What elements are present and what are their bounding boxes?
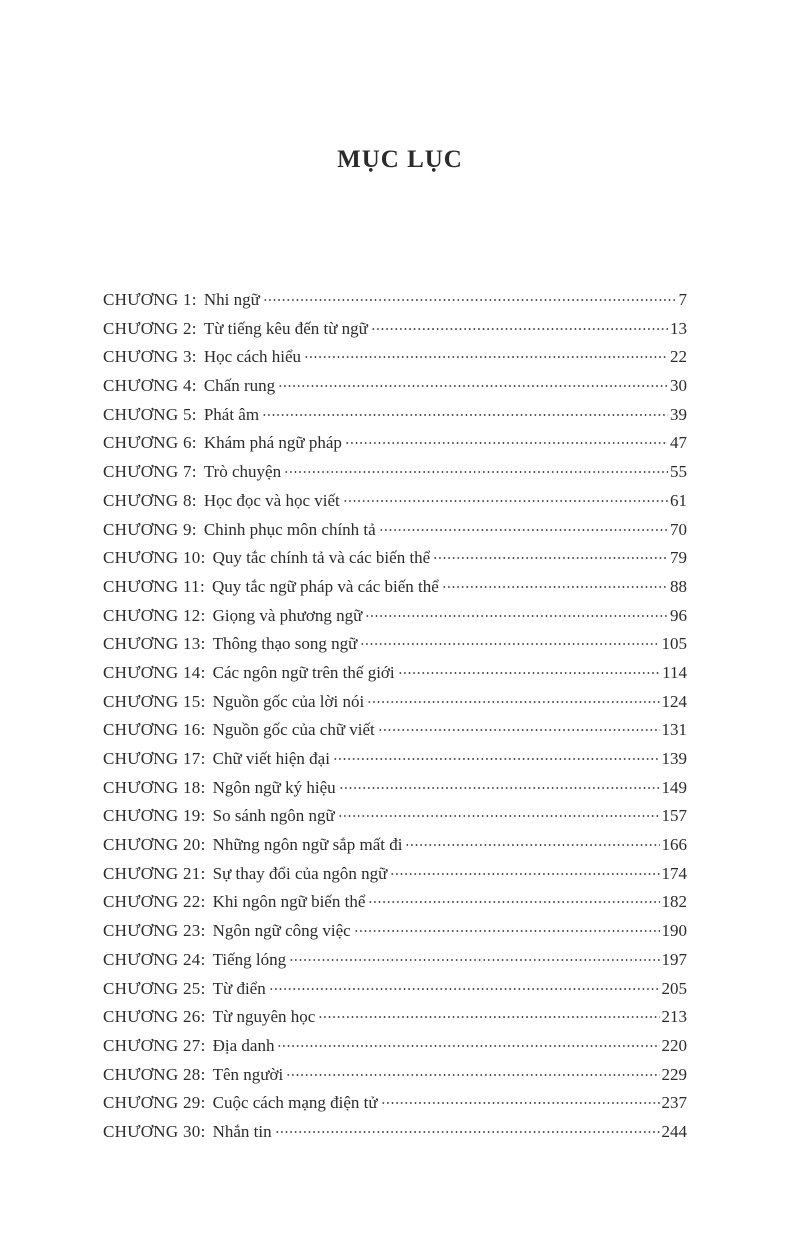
- toc-page-number: 22: [670, 347, 687, 367]
- toc-entry: [103, 802, 687, 831]
- toc-chapter-label: CHƯƠNG 9:: [103, 519, 197, 539]
- toc-chapter-title: Khám phá ngữ pháp: [203, 433, 342, 453]
- toc-dot-leader: [371, 328, 668, 330]
- toc-chapter-title: Học cách hiểu: [203, 347, 302, 367]
- toc-dot-leader: [262, 414, 668, 416]
- toc-page-number: 70: [670, 519, 687, 539]
- toc-chapter-label: CHƯƠNG 25:: [103, 978, 206, 998]
- toc-entry: [103, 544, 687, 573]
- toc-entry: [103, 946, 687, 975]
- toc-chapter-label: CHƯƠNG 10:: [103, 548, 206, 568]
- toc-entry: [103, 1032, 687, 1061]
- toc-chapter-title: Cuộc cách mạng điện tử: [212, 1093, 378, 1113]
- page-title: MỤC LỤC: [337, 146, 463, 173]
- toc-chapter-label: CHƯƠNG 3:: [103, 347, 197, 367]
- toc-page-number: 47: [670, 433, 687, 453]
- toc-page-number: 124: [661, 691, 687, 711]
- toc-page-number: 13: [670, 318, 687, 338]
- toc-chapter-title: Từ tiếng kêu đến từ ngữ: [203, 318, 368, 338]
- toc-chapter-title: Nhắn tin: [212, 1121, 272, 1141]
- toc-chapter-label: CHƯƠNG 29:: [103, 1093, 206, 1113]
- toc-chapter-title: Nhi ngữ: [203, 290, 260, 309]
- toc-entry: [103, 1003, 687, 1032]
- toc-entry: [103, 860, 687, 889]
- toc-page-number: 39: [670, 404, 687, 424]
- toc-list: [103, 286, 687, 1147]
- toc-dot-leader: [367, 701, 659, 703]
- toc-dot-leader: [390, 873, 659, 875]
- toc-page-number: 105: [661, 634, 687, 654]
- toc-dot-leader: [339, 787, 660, 789]
- toc-page-number: 157: [661, 806, 687, 826]
- toc-page-number: 149: [661, 777, 687, 797]
- toc-chapter-label: CHƯƠNG 8:: [103, 490, 197, 510]
- toc-chapter-label: CHƯƠNG 11:: [103, 576, 205, 596]
- toc-entry: [103, 286, 687, 315]
- toc-chapter-label: CHƯƠNG 23:: [103, 921, 206, 941]
- toc-chapter-title: Chinh phục môn chính tả: [203, 519, 376, 539]
- toc-page-number: 166: [661, 835, 687, 855]
- toc-chapter-label: CHƯƠNG 20:: [103, 835, 206, 855]
- toc-chapter-title: Tiếng lóng: [212, 949, 287, 969]
- toc-chapter-label: CHƯƠNG 4:: [103, 376, 197, 396]
- toc-entry: [103, 372, 687, 401]
- toc-chapter-label: CHƯƠNG 12:: [103, 605, 206, 625]
- toc-chapter-label: CHƯƠNG 14:: [103, 662, 206, 682]
- toc-entry: [103, 917, 687, 946]
- toc-dot-leader: [405, 844, 659, 846]
- toc-page-number: 114: [662, 662, 687, 682]
- toc-chapter-label: CHƯƠNG 13:: [103, 634, 206, 654]
- toc-chapter-title: Trò chuyện: [203, 462, 282, 482]
- toc-chapter-title: Chấn rung: [203, 376, 276, 396]
- toc-page-number: 229: [661, 1064, 687, 1084]
- toc-dot-leader: [286, 1074, 659, 1076]
- toc-chapter-title: Sự thay đổi của ngôn ngữ: [212, 863, 388, 883]
- toc-chapter-title: Thông thạo song ngữ: [212, 634, 358, 654]
- toc-chapter-label: CHƯƠNG 18:: [103, 777, 206, 797]
- toc-chapter-title: Ngôn ngữ ký hiệu: [212, 777, 336, 797]
- toc-dot-leader: [345, 442, 668, 444]
- toc-entry: [103, 1089, 687, 1118]
- toc-chapter-title: Nguồn gốc của lời nói: [212, 691, 365, 711]
- toc-dot-leader: [289, 959, 659, 961]
- toc-page-number: 96: [670, 605, 687, 625]
- toc-entry: [103, 429, 687, 458]
- toc-chapter-title: Tên người: [212, 1064, 284, 1084]
- toc-entry: [103, 975, 687, 1004]
- toc-chapter-title: So sánh ngôn ngữ: [212, 806, 335, 826]
- toc-page-number: 197: [661, 949, 687, 969]
- toc-dot-leader: [360, 643, 659, 645]
- toc-dot-leader: [318, 1016, 659, 1018]
- toc-entry: [103, 1118, 687, 1147]
- toc-entry: [103, 745, 687, 774]
- toc-page-number: 205: [661, 978, 687, 998]
- toc-dot-leader: [338, 815, 660, 817]
- toc-chapter-title: Từ điển: [212, 978, 266, 998]
- toc-dot-leader: [343, 500, 668, 502]
- toc-entry: [103, 487, 687, 516]
- toc-entry: [103, 315, 687, 344]
- toc-chapter-title: Từ nguyên học: [212, 1007, 316, 1027]
- toc-entry: [103, 343, 687, 372]
- toc-page-number: 131: [661, 720, 687, 740]
- toc-chapter-title: Nguồn gốc của chữ viết: [212, 720, 375, 740]
- toc-chapter-label: CHƯƠNG 7:: [103, 462, 197, 482]
- toc-chapter-title: Học đọc và học viết: [203, 490, 340, 510]
- toc-page-number: 220: [661, 1035, 687, 1055]
- toc-page-number: 174: [661, 863, 687, 883]
- toc-page-number: 7: [678, 290, 687, 309]
- toc-page-number: 61: [670, 490, 687, 510]
- toc-dot-leader: [365, 615, 668, 617]
- toc-chapter-label: CHƯƠNG 2:: [103, 318, 197, 338]
- toc-chapter-label: CHƯƠNG 19:: [103, 806, 206, 826]
- toc-dot-leader: [433, 557, 668, 559]
- toc-chapter-label: CHƯƠNG 15:: [103, 691, 206, 711]
- toc-chapter-title: Quy tắc ngữ pháp và các biến thể: [211, 576, 439, 596]
- toc-dot-leader: [379, 529, 668, 531]
- toc-dot-leader: [398, 672, 660, 674]
- toc-page-number: 139: [661, 749, 687, 768]
- toc-dot-leader: [277, 1045, 659, 1047]
- toc-dot-leader: [269, 988, 660, 990]
- toc-entry: [103, 573, 687, 602]
- toc-chapter-title: Ngôn ngữ công việc: [212, 921, 351, 941]
- toc-dot-leader: [304, 356, 668, 358]
- toc-entry: [103, 1061, 687, 1090]
- toc-entry: [103, 774, 687, 803]
- toc-entry: [103, 458, 687, 487]
- toc-page-number: 244: [661, 1121, 687, 1141]
- toc-entry: [103, 401, 687, 430]
- toc-dot-leader: [263, 299, 677, 301]
- toc-page-number: 190: [661, 921, 687, 941]
- toc-chapter-label: CHƯƠNG 28:: [103, 1064, 206, 1084]
- toc-chapter-label: CHƯƠNG 30:: [103, 1121, 206, 1141]
- toc-entry: [103, 516, 687, 545]
- toc-page-number: 79: [670, 548, 687, 568]
- toc-entry: [103, 831, 687, 860]
- toc-chapter-label: CHƯƠNG 21:: [103, 863, 206, 883]
- toc-chapter-title: Những ngôn ngữ sắp mất đi: [212, 835, 403, 855]
- toc-chapter-label: CHƯƠNG 26:: [103, 1007, 206, 1027]
- toc-page-number: 30: [670, 376, 687, 396]
- toc-entry: [103, 688, 687, 717]
- toc-chapter-title: Khi ngôn ngữ biến thể: [212, 892, 366, 912]
- toc-chapter-label: CHƯƠNG 22:: [103, 892, 206, 912]
- toc-dot-leader: [333, 758, 660, 760]
- toc-chapter-title: Địa danh: [212, 1035, 275, 1055]
- toc-chapter-title: Giọng và phương ngữ: [212, 605, 363, 625]
- toc-chapter-title: Quy tắc chính tả và các biến thể: [212, 548, 431, 568]
- toc-dot-leader: [378, 729, 660, 731]
- toc-chapter-label: CHƯƠNG 27:: [103, 1035, 206, 1055]
- toc-page-number: 55: [670, 462, 687, 482]
- toc-entry: [103, 659, 687, 688]
- toc-chapter-label: CHƯƠNG 5:: [103, 404, 197, 424]
- toc-dot-leader: [442, 586, 668, 588]
- toc-page-number: 88: [670, 576, 687, 596]
- toc-chapter-label: CHƯƠNG 1:: [103, 290, 197, 309]
- toc-entry: [103, 888, 687, 917]
- toc-dot-leader: [354, 930, 660, 932]
- toc-page-number: 237: [661, 1093, 687, 1113]
- toc-page-number: 182: [661, 892, 687, 912]
- toc-chapter-label: CHƯƠNG 6:: [103, 433, 197, 453]
- toc-entry: [103, 630, 687, 659]
- toc-chapter-label: CHƯƠNG 24:: [103, 949, 206, 969]
- toc-chapter-label: CHƯƠNG 16:: [103, 720, 206, 740]
- toc-dot-leader: [275, 1131, 660, 1133]
- toc-dot-leader: [278, 385, 668, 387]
- toc-chapter-title: Chữ viết hiện đại: [212, 749, 330, 768]
- toc-dot-leader: [284, 471, 668, 473]
- toc-dot-leader: [368, 901, 659, 903]
- toc-entry: [103, 602, 687, 631]
- toc-chapter-title: Phát âm: [203, 404, 260, 424]
- toc-dot-leader: [381, 1102, 660, 1104]
- toc-page-number: 213: [661, 1007, 687, 1027]
- toc-chapter-label: CHƯƠNG 17:: [103, 749, 206, 768]
- toc-entry: [103, 716, 687, 745]
- toc-chapter-title: Các ngôn ngữ trên thế giới: [212, 662, 395, 682]
